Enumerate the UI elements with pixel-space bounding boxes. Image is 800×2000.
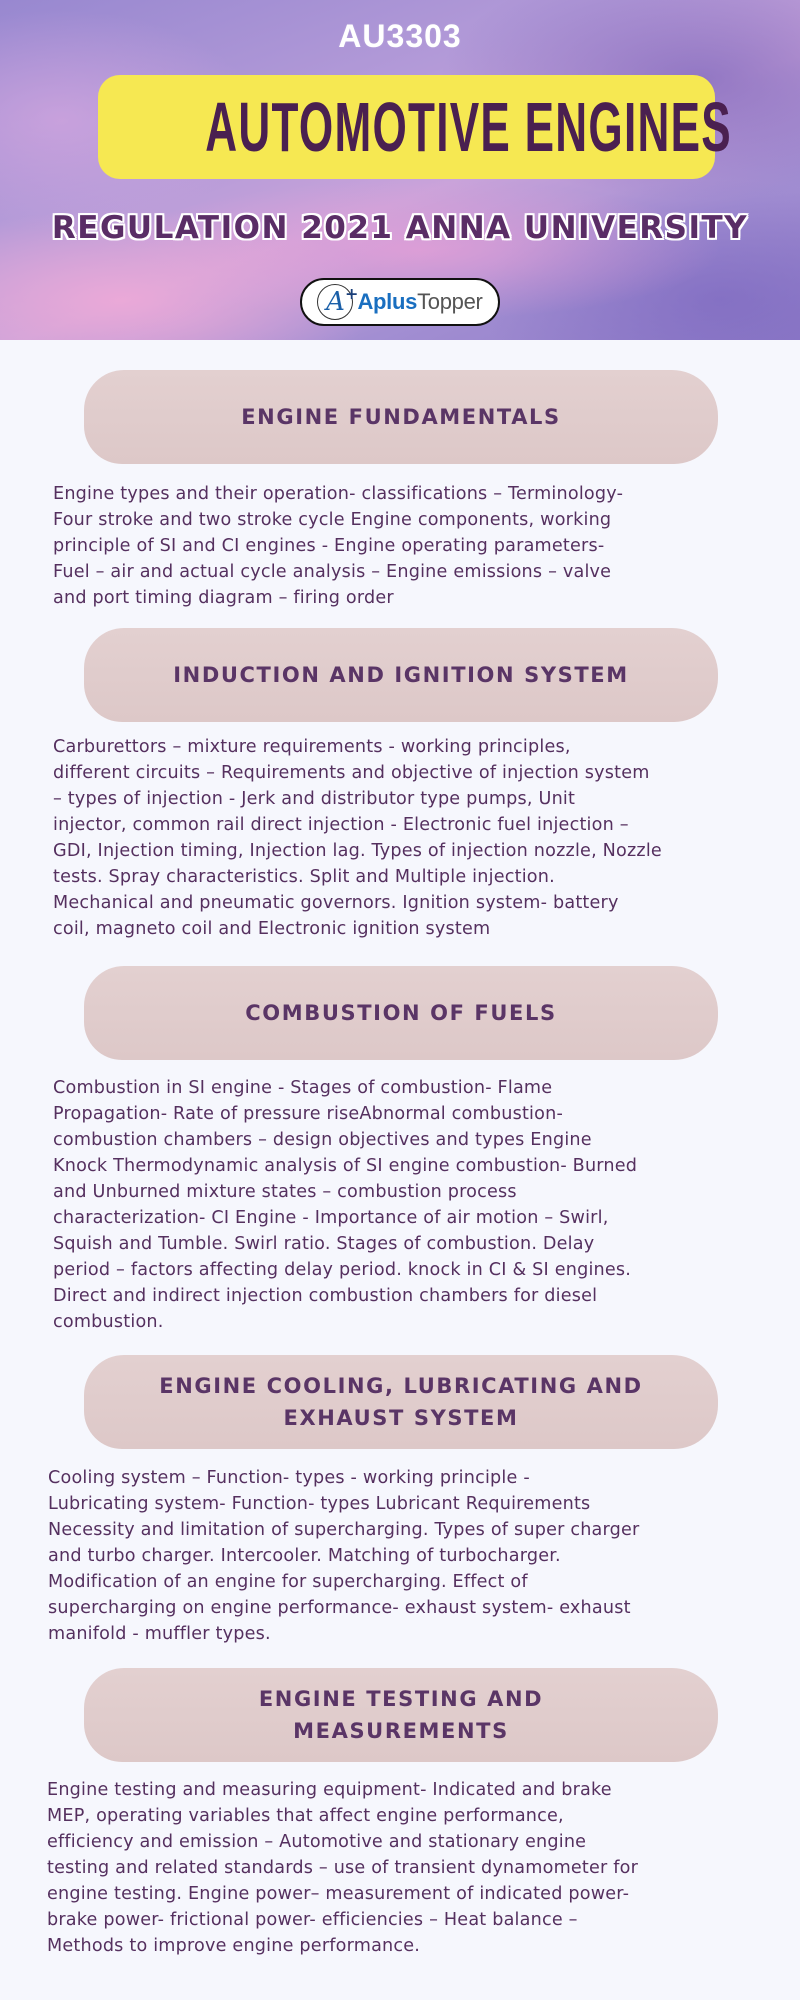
unit-description <box>53 481 623 611</box>
unit-heading-banner <box>84 628 718 722</box>
unit-description <box>47 1777 638 1959</box>
description-line: engine testing. Engine power– measurement of indicated power- <box>47 1884 630 1904</box>
description-line: GDI, Injection timing, Injection lag. Types of injection nozzle, Nozzle <box>53 841 662 861</box>
description-line: Mechanical and pneumatic governors. Ignition system- battery <box>53 893 619 913</box>
logo-text-aplus: Aplus <box>357 289 418 314</box>
unit-heading-line: EXHAUST SYSTEM <box>283 1406 519 1430</box>
description-line: Combustion in SI engine - Stages of combustion- Flame <box>53 1078 553 1098</box>
unit-heading-line: MEASUREMENTS <box>293 1719 509 1743</box>
logo-a-plus-icon <box>317 284 359 320</box>
logo-plus: + <box>345 284 359 303</box>
title-box <box>98 75 732 179</box>
description-line: Engine testing and measuring equipment- Indicated and brake <box>47 1780 612 1800</box>
description-line: and Unburned mixture states – combustion process <box>53 1182 517 1202</box>
description-line: Propagation- Rate of pressure riseAbnormal combustion- <box>53 1104 563 1124</box>
unit-heading-line: ENGINE FUNDAMENTALS <box>241 405 561 429</box>
hero-banner <box>0 0 800 340</box>
unit-heading-banner <box>84 1668 718 1762</box>
regulation-subtitle: REGULATION 2021 ANNA UNIVERSITY <box>51 210 749 246</box>
unit-heading-line: COMBUSTION OF FUELS <box>245 1001 557 1025</box>
unit-heading-banner <box>84 966 718 1060</box>
logo-mark-letter: A <box>326 287 345 317</box>
description-line: supercharging on engine performance- exhaust system- exhaust <box>48 1598 631 1618</box>
logo-text-topper: Topper <box>417 289 483 314</box>
aplustopper-logo <box>300 278 500 326</box>
unit-heading-line: ENGINE COOLING, LUBRICATING AND <box>159 1374 643 1398</box>
description-line: efficiency and emission – Automotive and stationary engine <box>47 1832 587 1852</box>
unit-heading <box>159 1370 642 1434</box>
description-line: combustion. <box>53 1312 164 1332</box>
unit-heading-line: ENGINE TESTING AND <box>258 1687 544 1711</box>
course-code: AU3303 <box>338 18 462 54</box>
description-line: and port timing diagram – firing order <box>53 588 394 608</box>
description-line: Methods to improve engine performance. <box>47 1936 421 1956</box>
description-line: Four stroke and two stroke cycle Engine components, working <box>53 510 612 530</box>
unit-heading-banner <box>84 1355 718 1449</box>
description-line: Knock Thermodynamic analysis of SI engine combustion- Burned <box>53 1156 638 1176</box>
description-line: manifold - muffler types. <box>48 1624 271 1644</box>
unit-description <box>48 1465 639 1647</box>
unit-heading <box>245 997 556 1029</box>
description-line: period – factors affecting delay period. knock in CI & SI engines. <box>53 1260 632 1280</box>
unit-heading <box>241 401 561 433</box>
description-line: Necessity and limitation of supercharging. Types of super charger <box>48 1520 640 1540</box>
page-title: AUTOMOTIVE ENGINES <box>205 88 732 166</box>
unit-heading-line: INDUCTION AND IGNITION SYSTEM <box>173 663 629 687</box>
unit-heading-banner <box>84 370 718 464</box>
description-line: testing and related standards – use of transient dynamometer for <box>47 1858 639 1878</box>
description-line: principle of SI and CI engines - Engine operating parameters- <box>53 536 605 556</box>
logo-text <box>357 289 482 315</box>
description-line: Engine types and their operation- classifications – Terminology- <box>53 484 624 504</box>
unit-heading <box>259 1683 543 1747</box>
description-line: characterization- CI Engine - Importance of air motion – Swirl, <box>53 1208 609 1228</box>
description-line: Cooling system – Function- types - working principle - <box>48 1468 530 1488</box>
description-line: Lubricating system- Function- types Lubricant Requirements <box>48 1494 591 1514</box>
description-line: and turbo charger. Intercooler. Matching of turbocharger. <box>48 1546 561 1566</box>
description-line: tests. Spray characteristics. Split and Multiple injection. <box>53 867 555 887</box>
description-line: different circuits – Requirements and objective of injection system <box>53 763 650 783</box>
description-line: Squish and Tumble. Swirl ratio. Stages of combustion. Delay <box>53 1234 595 1254</box>
description-line: injector, common rail direct injection - Electronic fuel injection – <box>53 815 629 835</box>
description-line: – types of injection - Jerk and distributor type pumps, Unit <box>53 789 576 809</box>
description-line: Carburettors – mixture requirements - working principles, <box>53 737 571 757</box>
unit-heading <box>173 659 628 691</box>
unit-description <box>53 734 662 942</box>
description-line: Direct and indirect injection combustion chambers for diesel <box>53 1286 598 1306</box>
description-line: MEP, operating variables that affect engine performance, <box>47 1806 564 1826</box>
description-line: combustion chambers – design objectives and types Engine <box>53 1130 592 1150</box>
description-line: Fuel – air and actual cycle analysis – Engine emissions – valve <box>53 562 612 582</box>
description-line: brake power- frictional power- efficiencies – Heat balance – <box>47 1910 578 1930</box>
description-line: coil, magneto coil and Electronic ignition system <box>53 919 491 939</box>
unit-description <box>53 1075 637 1335</box>
description-line: Modification of an engine for supercharging. Effect of <box>48 1572 528 1592</box>
